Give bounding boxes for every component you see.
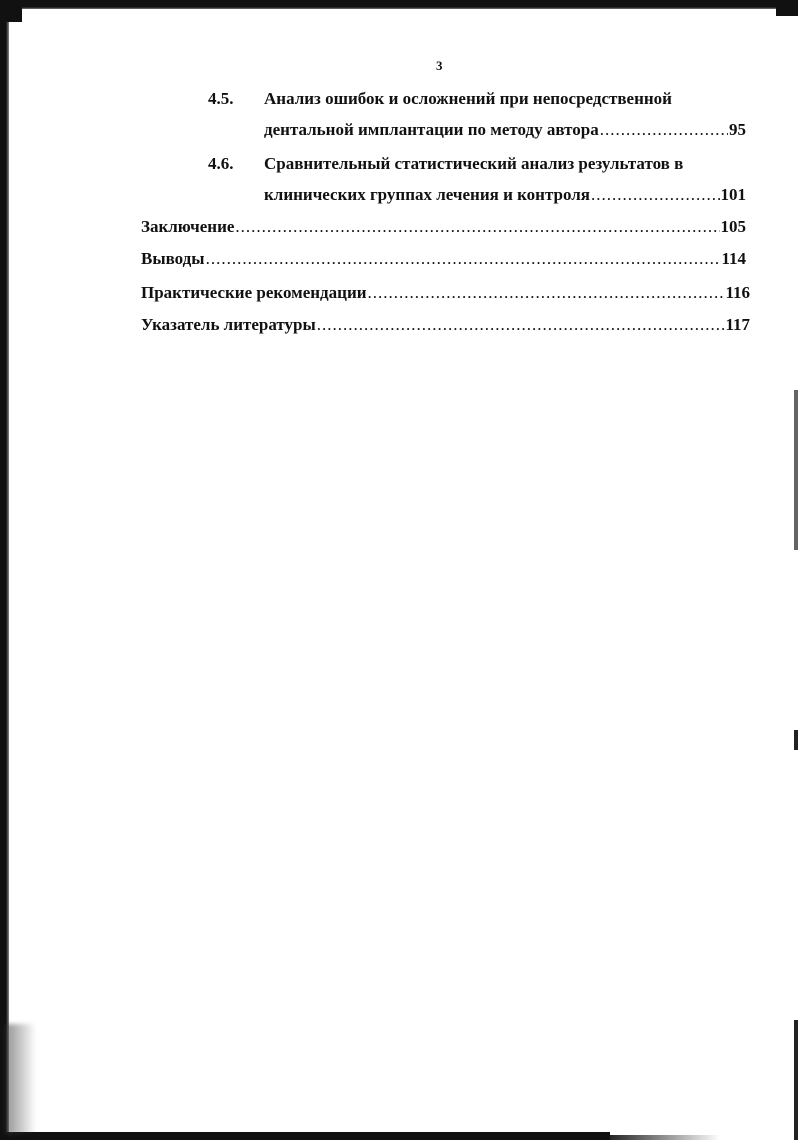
toc-leader-dots (600, 119, 728, 141)
toc-section-title-line2: клинических группах лечения и контроля (264, 185, 590, 204)
toc-section-title-line1: Сравнительный статистический анализ результатов в (264, 154, 684, 173)
scan-edge-top-right (776, 0, 798, 16)
toc-entry-title: Заключение (141, 217, 235, 236)
section-number: 4.6. (208, 154, 234, 173)
scan-edge-right (794, 1020, 798, 1140)
toc-section-title-line1: Анализ ошибок и осложнений при непосредственной (264, 89, 672, 108)
scan-edge-corner (0, 0, 22, 22)
toc-leader-dots (206, 248, 721, 270)
toc-page-number: 101 (720, 185, 746, 204)
toc-page-number: 105 (720, 217, 746, 236)
toc-entry-4-6[interactable] (264, 184, 746, 206)
toc-page-number: 116 (725, 283, 750, 302)
section-number: 4.5. (208, 89, 234, 108)
toc-page-number: 117 (725, 315, 750, 334)
toc-section-title-line2: дентальной имплантации по методу автора (264, 120, 599, 139)
toc-entry-conclusion[interactable] (141, 216, 746, 238)
toc-leader-dots (317, 314, 725, 336)
scan-edge-bottom (0, 1132, 610, 1140)
toc-entry-bibliography[interactable] (141, 314, 750, 336)
scan-edge-right (794, 390, 798, 550)
scan-edge-left (0, 0, 9, 1140)
toc-entry-title: Выводы (141, 249, 205, 268)
toc-entry-4-5[interactable] (264, 119, 746, 141)
toc-leader-dots (591, 184, 720, 206)
toc-entry-title: Указатель литературы (141, 315, 316, 334)
toc-entry-recommendations[interactable] (141, 282, 750, 304)
scan-edge-right (794, 730, 798, 750)
toc-entry-title: Практические рекомендации (141, 283, 367, 302)
toc-entry-conclusions[interactable] (141, 248, 746, 270)
scan-edge-top (0, 0, 798, 9)
toc-leader-dots (235, 216, 719, 238)
toc-leader-dots (368, 282, 725, 304)
scan-smudge (6, 1024, 36, 1134)
toc-page-number: 114 (721, 249, 746, 268)
toc-page-number: 95 (729, 120, 746, 139)
scan-edge-bottom-fade (600, 1135, 720, 1140)
page-number: 3 (436, 58, 443, 73)
